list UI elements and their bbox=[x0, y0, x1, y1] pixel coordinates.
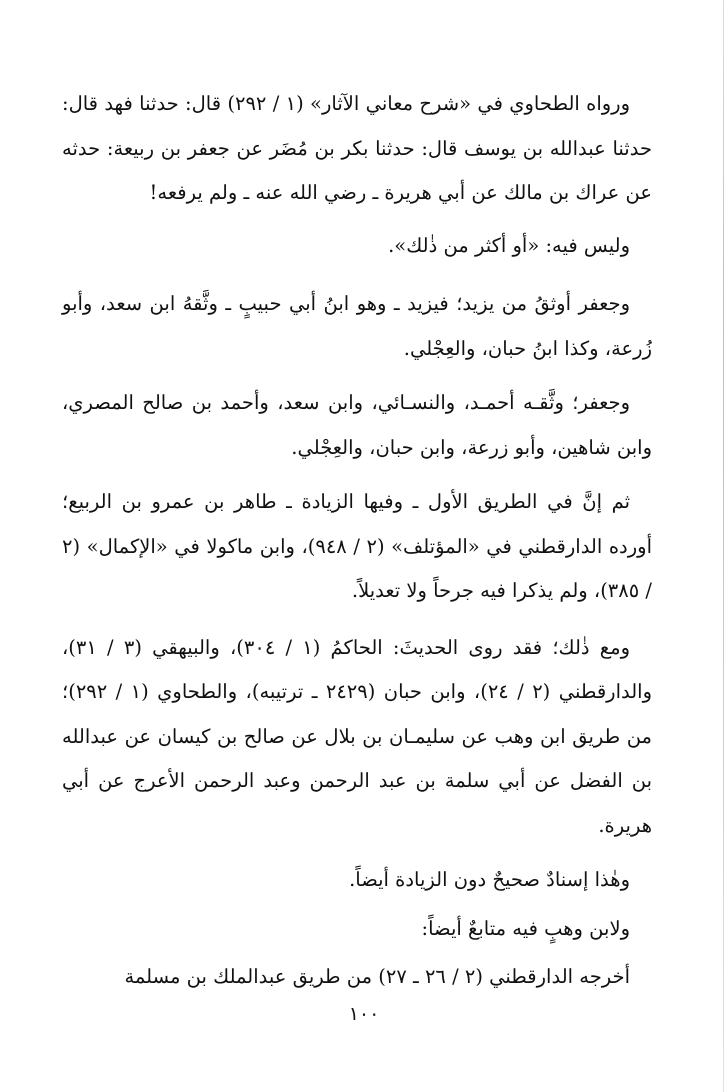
document-body bbox=[62, 82, 652, 1000]
page-spine-shadow bbox=[723, 0, 724, 1092]
paragraph-not-included: وليس فيه: «أو أكثر من ذٰلك». bbox=[388, 233, 630, 257]
page-number: ١٠٠ bbox=[348, 1003, 380, 1025]
paragraph-chain-authentic: وهٰذا إسنادٌ صحيحٌ دون الزيادة أيضاً. bbox=[349, 868, 630, 891]
paragraph-daraqutni-extraction: أخرجه الدارقطني (٢ / ٢٦ ـ ٢٧) من طريق عبدالملك بن مسلمة bbox=[124, 965, 630, 988]
paragraph-jafar-authenticated: وجعفر؛ وثَّقـه أحمـد، والنسـائي، وابن سعد، وأحمد بن صالح المصري، وابن شاهين، وأبو زرعة، وابن حبان، والعِجْلي. bbox=[62, 391, 652, 459]
paragraph-ibn-wahb-follower: ولابن وهبٍ فيه متابعٌ أيضاً: bbox=[421, 916, 630, 940]
paragraph-jafar-more-reliable: وجعفر أوثقُ من يزيد؛ فيزيد ـ وهو ابنُ أبي حبيبٍ ـ وثَّقهُ ابن سعد، وأبو زُرعة، وكذا ابنُ حبان، والعِجْلي. bbox=[62, 292, 652, 360]
paragraph-first-route: ثم إنَّ في الطريق الأول ـ وفيها الزيادة ـ طاهر بن عمرو بن الربيع؛ أورده الدارقطني في «المؤتلف» (٢ / ٩٤٨)، وابن ماكولا في «الإكمال» (٢ / ٣٨٥)، ولم يذكرا فيه جرحاً ولا تعديلاً. bbox=[62, 490, 652, 602]
paragraph-hadith-narrators: ومع ذٰلك؛ فقد روى الحديثَ: الحاكمُ (١ / ٣٠٤)، والبيهقي (٣ / ٣١)، والدارقطني (٢ / ٢٤)، وابن حبان (٢٤٢٩ ـ ترتيبه)، والطحاوي (١ / ٢٩٢)؛ من طريق ابن وهب عن سليمـان بن بلال عن صالح بن كيسان عن عبدالله بن الفضل عن أبي سلمة بن عبد الرحمن وعبد الرحمن الأعرج عن أبي هريرة. bbox=[62, 635, 652, 837]
paragraph-tahawi-narration: ورواه الطحاوي في «شرح معاني الآثار» (١ / ٢٩٢) قال: حدثنا فهد قال: حدثنا عبدالله بن يوسف قال: حدثنا بكر بن مُضَر عن جعفر بن ربيعة: حدثه عن عراك بن مالك عن أبي هريرة ـ رضي الله عنه ـ ولم يرفعه! bbox=[62, 92, 652, 204]
